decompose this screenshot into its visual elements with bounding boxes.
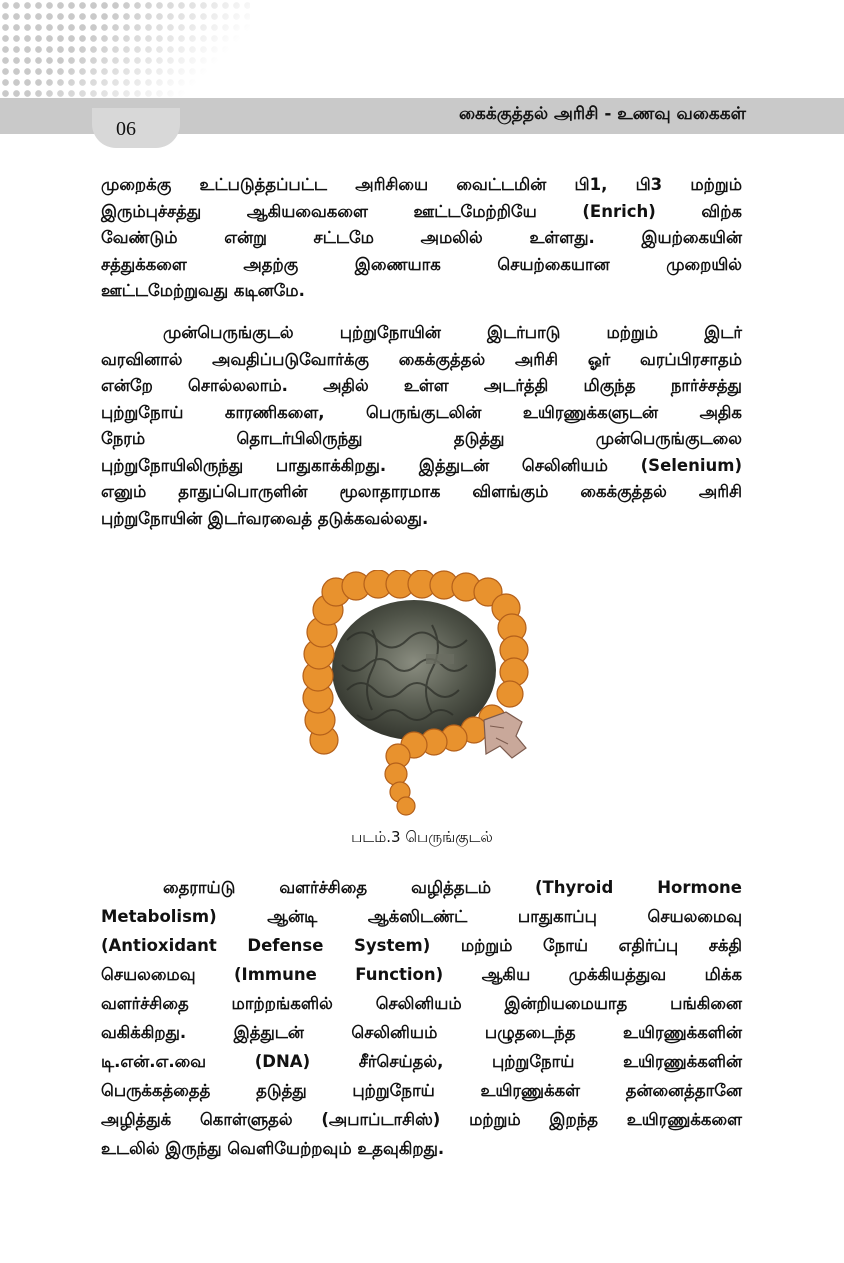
paragraph-line: உடலில் இருந்து வெளியேற்றவும் உதவுகிறது.	[101, 1139, 445, 1158]
paragraph-line: புற்றுநோயிலிருந்து பாதுகாக்கிறது. இத்துடன் செலினியம் (Selenium)	[101, 455, 742, 475]
paragraph-line: ஊட்டமேற்றுவது கடினமே.	[101, 281, 305, 300]
paragraph-line: முன்பெருங்குடல் புற்றுநோயின் இடர்பாடு மற்றும் இடர்	[163, 323, 742, 342]
paragraph-line: என்றே சொல்லலாம். அதில் உள்ள அடர்த்தி மிகுந்த நார்ச்சத்து	[101, 376, 742, 395]
paragraph-line: புற்றுநோயின் இடர்வரவைத் தடுக்கவல்லது.	[101, 508, 429, 528]
paragraph-3	[101, 873, 742, 1163]
large-intestine-illustration	[302, 570, 532, 816]
paragraph-line: முறைக்கு உட்படுத்தப்பட்ட அரிசியை வைட்டமின் பி1, பி3 மற்றும்	[101, 175, 742, 194]
paragraph-line: நேரம் தொடர்பிலிருந்து தடுத்து முன்பெருங்குடலை	[101, 429, 742, 448]
paragraph-line: டி.என்.எ.வை (DNA) சீர்செய்தல், புற்றுநோய் உயிரணுக்களின்	[101, 1052, 742, 1071]
halftone-dot-decoration	[0, 0, 250, 100]
paragraph-line: செயலமைவு (Immune Function) ஆகிய முக்கியத்துவ மிக்க	[101, 965, 742, 984]
running-header-title: கைக்குத்தல் அரிசி - உணவு வகைகள்	[458, 104, 746, 124]
paragraph-line: வரவினால் அவதிப்படுவோர்க்கு கைக்குத்தல் அரிசி ஓர் வரப்பிரசாதம்	[101, 349, 742, 369]
page-number: 06	[116, 118, 136, 140]
paragraph-line: பெருக்கத்தைத் தடுத்து புற்றுநோய் உயிரணுக்கள் தன்னைத்தானே	[101, 1081, 742, 1100]
paragraph-line: அழித்துக் கொள்ளுதல் (அபாப்டாசிஸ்) மற்றும் இறந்த உயிரணுக்களை	[101, 1110, 742, 1129]
paragraph-line: Metabolism) ஆன்டி ஆக்ஸிடண்ட் பாதுகாப்பு செயலமைவு	[101, 907, 742, 926]
paragraph-2	[101, 320, 742, 532]
paragraph-line: சத்துக்களை அதற்கு இணையாக செயற்கையான முறையில்	[101, 254, 742, 274]
paragraph-line: இரும்புச்சத்து ஆகியவைகளை ஊட்டமேற்றியே (Enrich) விற்க	[101, 201, 742, 221]
paragraph-line: வளர்ச்சிதை மாற்றங்களில் செலினியம் இன்றியமையாத பங்கினை	[101, 994, 742, 1013]
paragraph-line: புற்றுநோய் காரணிகளை, பெருங்குடலின் உயிரணுக்களுடன் அதிக	[101, 402, 742, 422]
figure-caption: படம்.3 பெருங்குடல்	[351, 828, 493, 846]
paragraph-1	[101, 172, 742, 305]
paragraph-line: வேண்டும் என்று சட்டமே அமலில் உள்ளது. இயற்கையின்	[101, 228, 742, 247]
paragraph-line: வகிக்கிறது. இத்துடன் செலினியம் பழுதடைந்த உயிரணுக்களின்	[101, 1023, 742, 1042]
paragraph-line: எனும் தாதுப்பொருளின் மூலாதாரமாக விளங்கும் கைக்குத்தல் அரிசி	[101, 482, 742, 501]
page-number-tab	[92, 108, 180, 148]
paragraph-line: (Antioxidant Defense System) மற்றும் நோய் எதிர்ப்பு சக்தி	[101, 936, 742, 955]
paragraph-line: தைராய்டு வளர்ச்சிதை வழித்தடம் (Thyroid Hormone	[163, 878, 742, 897]
